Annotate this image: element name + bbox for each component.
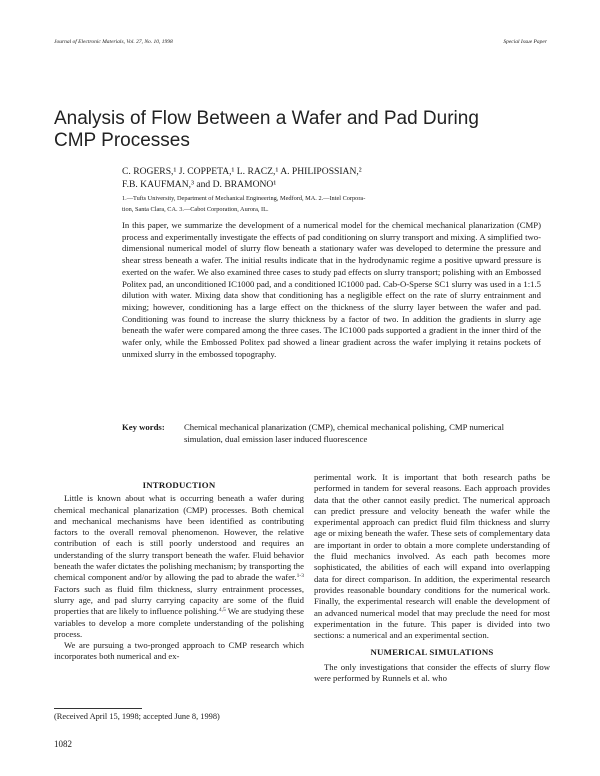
journal-header: Journal of Electronic Materials, Vol. 27, No. 10, 1998 [54,39,173,45]
footnote-rule [54,708,142,709]
intro-p1c-text: We are studying these variables to develop a more complete understanding of the polishing process. [54,606,304,639]
keywords-label: Key words: [122,422,165,432]
right-column [314,472,550,684]
numerical-simulations-heading: NUMERICAL SIMULATIONS [370,647,494,658]
introduction-heading: INTRODUCTION [142,480,216,490]
section-header: Special Issue Paper [503,39,547,45]
intro-paragraph-2: We are pursuing a two-pronged approach to CMP research which incorporates both numerical and ex- [54,640,304,662]
intro-p1b-ref: 4,5 [218,607,226,614]
col2-paragraph-2: The only investigations that consider the effects of slurry flow were performed by Runnels et al. who [314,661,550,684]
authors-line-2: F.B. KAUFMAN,³ and D. BRAMONO¹ [122,178,277,190]
authors-line-1: C. ROGERS,¹ J. COPPETA,¹ L. RACZ,¹ A. PHILIPOSSIAN,² [122,166,362,177]
intro-p1b-text: Factors such as fluid film thickness, slurry entrainment processes, slurry age, and pad slurry carrying capacity are some of the fluid properties that are likely to influence polishing. [54,583,304,617]
author-list [122,166,522,191]
affiliation-line-2: tion, Santa Clara, CA. 3.—Cabot Corporation, Aurora, IL. [122,205,269,213]
intro-p1-text: Little is known about what is occurring beneath a wafer during chemical mechanical planarization (CMP) processes. Both chemical and mechanical mechanisms have been identified as contributing factors to the overall removal phenomenon. However, the relative contribution of each is still poorly understood and requires an understanding of the slurry transport beneath the wafer. Fluid behavior beneath the wafer dictates the polishing mechanism; by transporting the chemical component and/or by allowing the pad to abrade the wafer. [54,493,304,583]
page-number: 1082 [54,739,72,749]
abstract: In this paper, we summarize the development of a numerical model for the chemical mechanical planarization (CMP) process and experimentally investigate the effects of pad conditioning on slurry transport and mixing. A simplified two-dimensional numerical model of slurry flow beneath a stationary wafer was developed to determine the pressure and shear stress beneath a wafer. The initial results indicate that in the hydrodynamic regime a positive upward pressure is exerted on the wafer. We also examined three cases to study pad effects on slurry transport; polishing with an Embossed Politex pad, an unconditioned IC1000 pad, and a conditioned IC1000 pad. Cab-O-Sperse SC1 slurry was used in a 1:1.5 dilution with water. Mixing data show that conditioning has a negligible effect on the rate of slurry entrainment and mixing; however, conditioning has a large effect on the thickness of the slurry layer between the wafer and pad. Conditioning was found to increase the slurry thickness by a factor of two. In addition the gradients in slurry age beneath the wafer were compared among the three cases. The IC1000 pads supported a gradient in the inner third of the wafer only, while the Embossed Politex pad showed a linear gradient across the wafer implying it retains pockets of unmixed slurry in the embossed topography. [122,220,541,359]
col2-paragraph-1: perimental work. It is important that both research paths be performed in tandem for several reasons. Each approach provides data that the other cannot easily predict. The numerical approach can predict pressure and velocity beneath the wafer while the experimental approach can predict fluid film thickness and slurry age or mixing beneath the wafer. These sets of complementary data are important in order to obtain a more complete understanding of the fluid mechanics involved. As each path becomes more sophisticated, the abilities of each will expand into overlapping data for direct comparison. In addition, the experimental research provides reasonable boundary conditions for the numerical work. Finally, the experimental research will enable the development of an advanced numerical model that may preclude the need for most experimentation in the future. This paper is divided into two sections: a numerical and an experimental section. [314,472,550,641]
paper-title: Analysis of Flow Between a Wafer and Pad During CMP Processes [54,108,479,151]
intro-p1-ref: 1-3 [296,573,304,580]
left-column [54,480,304,663]
received-note: (Received April 15, 1998; accepted June 8, 1998) [54,712,220,721]
intro-paragraph-1 [54,493,304,640]
affiliations [122,194,542,215]
keywords-text: Chemical mechanical planarization (CMP), chemical mechanical polishing, CMP numerical simulation, dual emission laser induced fluorescence [184,422,505,444]
affiliation-line-1: 1.—Tufts University, Department of Mechanical Engineering, Medford, MA. 2.—Intel Corpora- [122,195,366,202]
